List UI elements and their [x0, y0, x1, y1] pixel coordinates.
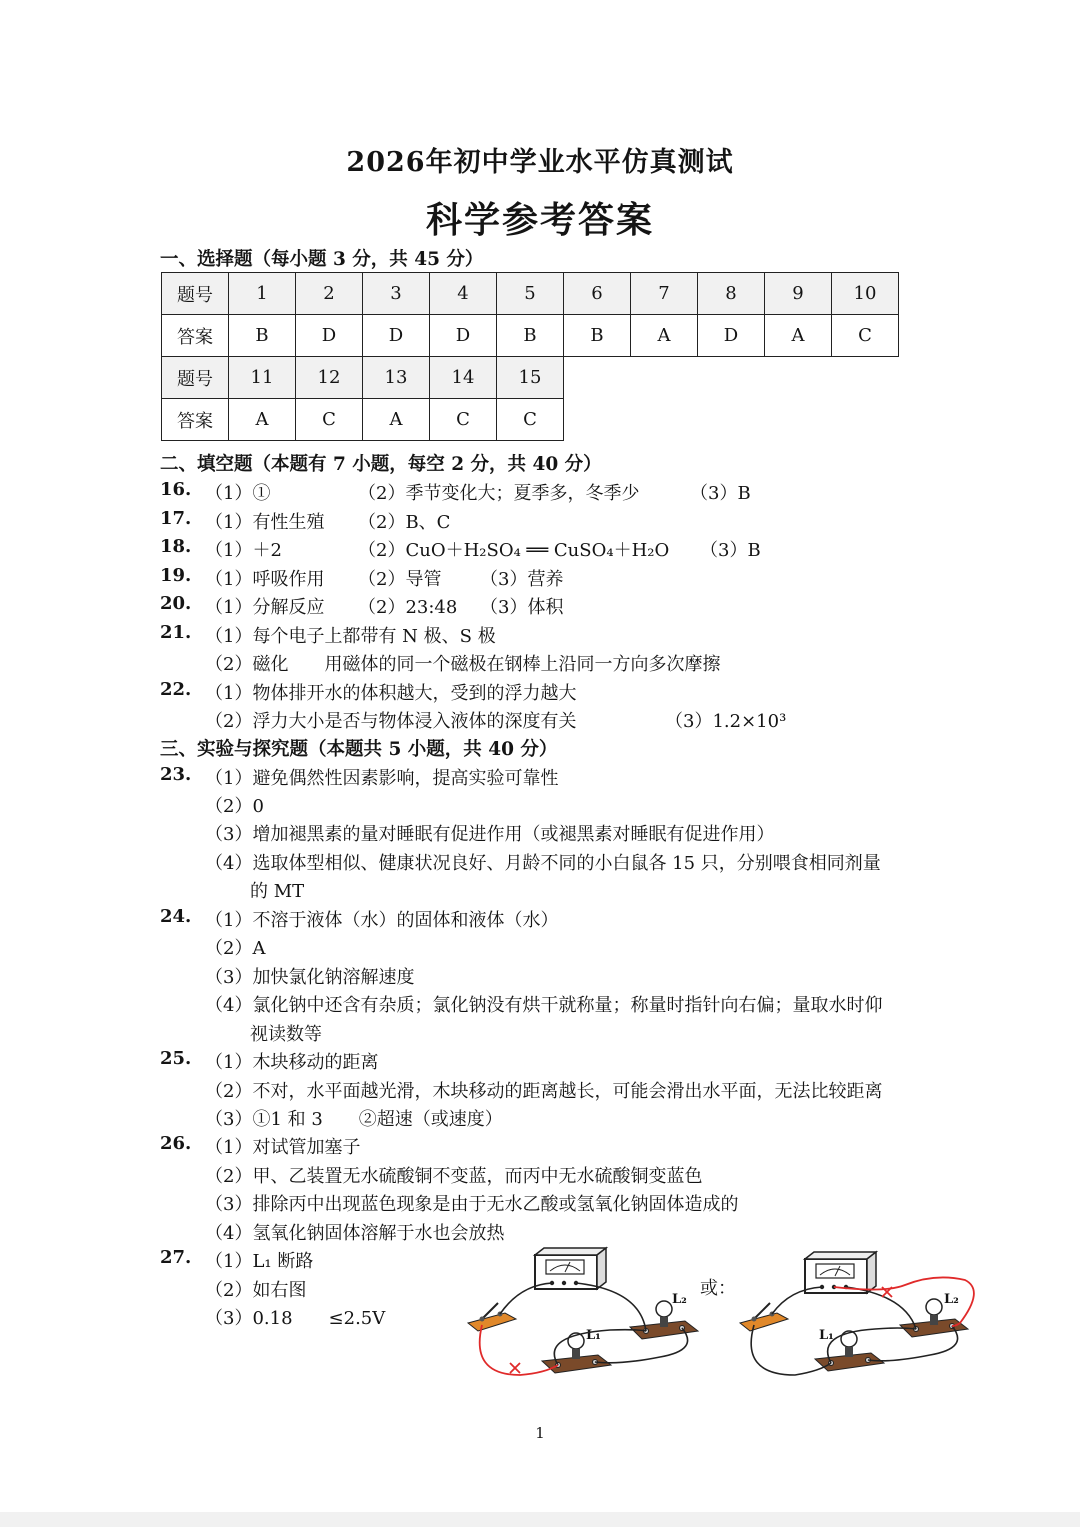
answer-text: （3）体积 [480, 597, 564, 618]
answer-text: （3）1.2×10³ [665, 711, 787, 732]
answer-cell: A [229, 399, 296, 441]
answer-cell: C [497, 399, 564, 441]
answer-text: （3）营养 [480, 569, 564, 590]
question-number: 14 [430, 357, 497, 399]
answer-text: （2）23:48 [358, 597, 458, 618]
section-3-title: 三、实验与探究题（本题共 5 小题，共 40 分） [160, 739, 558, 760]
row-label-answer: 答案 [162, 315, 229, 357]
answer-cell: B [564, 315, 631, 357]
answer-cell: C [296, 399, 363, 441]
question-number-label: 27. [160, 1247, 192, 1268]
question-number: 1 [229, 273, 296, 315]
answer-text: （1）每个电子上都带有 N 极、S 极 [205, 626, 496, 647]
answer-text: （1）① [205, 483, 271, 504]
question-number: 9 [765, 273, 832, 315]
exam-title: 2026年初中学业水平仿真测试 [346, 147, 734, 178]
page-number: 1 [535, 1424, 545, 1442]
answer-cell: D [698, 315, 765, 357]
answer-text: （3）B [700, 540, 761, 561]
answer-text: （2）A [205, 938, 266, 959]
lamp-l2-icon [630, 1301, 698, 1339]
question-number: 5 [497, 273, 564, 315]
answer-text: （1）避免偶然性因素影响，提高实验可靠性 [205, 768, 559, 789]
circuit-diagram-1 [468, 1248, 698, 1375]
answer-cell: D [296, 315, 363, 357]
question-number-label: 22. [160, 679, 192, 700]
answer-text: （3）0.18 ≤2.5V [205, 1308, 386, 1329]
answer-text: 视读数等 [250, 1024, 322, 1045]
lamp-l1-label: L₁ [586, 1328, 601, 1343]
answer-text: （2）B、C [358, 512, 451, 533]
answer-text: （2）甲、乙装置无水硫酸铜不变蓝，而丙中无水硫酸铜变蓝色 [205, 1166, 703, 1187]
row-label-question: 题号 [162, 273, 229, 315]
section-2-title: 二、填空题（本题有 7 小题，每空 2 分，共 40 分） [160, 454, 602, 475]
answer-text: （4）氢氧化钠固体溶解于水也会放热 [205, 1223, 505, 1244]
answer-cell: A [363, 399, 430, 441]
question-number-label: 18. [160, 536, 192, 557]
question-number: 10 [832, 273, 899, 315]
question-number-label: 16. [160, 479, 192, 500]
answer-text: （1）L₁ 断路 [205, 1251, 314, 1272]
question-number: 4 [430, 273, 497, 315]
question-number: 12 [296, 357, 363, 399]
section-1-title: 一、选择题（每小题 3 分，共 45 分） [160, 249, 484, 270]
switch-icon [740, 1303, 788, 1331]
question-number: 11 [229, 357, 296, 399]
answer-text: （1）＋2 [205, 540, 282, 561]
answer-text: （2）0 [205, 796, 264, 817]
answer-cell: C [832, 315, 899, 357]
lamp-l2-label: L₂ [672, 1292, 687, 1307]
table-row [162, 315, 899, 357]
lamp-l2-label: L₂ [944, 1292, 959, 1307]
answer-key-title: 科学参考答案 [425, 199, 654, 241]
question-number: 2 [296, 273, 363, 315]
answer-text: （1）有性生殖 [205, 512, 325, 533]
answer-cell: A [765, 315, 832, 357]
question-number: 6 [564, 273, 631, 315]
answer-text: （1）物体排开水的体积越大，受到的浮力越大 [205, 683, 577, 704]
answer-text: （4）选取体型相似、健康状况良好、月龄不同的小白鼠各 15 只，分别喂食相同剂量 [205, 853, 881, 874]
answer-text: （3）①1 和 3 ②超速（或速度） [205, 1109, 503, 1130]
question-number-label: 17. [160, 508, 192, 529]
table-row [162, 357, 899, 399]
question-number-label: 20. [160, 593, 192, 614]
row-label-answer: 答案 [162, 399, 229, 441]
answer-text: （1）木块移动的距离 [205, 1052, 379, 1073]
table-row [162, 273, 899, 315]
answer-cell: B [229, 315, 296, 357]
answer-text: （2）浮力大小是否与物体浸入液体的深度有关 [205, 711, 577, 732]
answer-text: （3）加快氯化钠溶解速度 [205, 967, 415, 988]
answer-cell: D [430, 315, 497, 357]
question-number: 8 [698, 273, 765, 315]
answer-cell: D [363, 315, 430, 357]
answer-text: （2）CuO＋H₂SO₄ ══ CuSO₄＋H₂O [358, 540, 670, 561]
question-number: 15 [497, 357, 564, 399]
question-number: 3 [363, 273, 430, 315]
circuit-diagrams [460, 1245, 990, 1395]
switch-icon [468, 1303, 516, 1331]
answer-text: （1）分解反应 [205, 597, 325, 618]
bottom-edge [0, 1512, 1080, 1527]
question-number: 13 [363, 357, 430, 399]
answer-text: （2）季节变化大；夏季多，冬季少 [358, 483, 640, 504]
answer-text: （2）如右图 [205, 1280, 307, 1301]
question-number-label: 26. [160, 1133, 192, 1154]
lamp-l1-label: L₁ [819, 1328, 834, 1343]
answer-table [161, 272, 899, 441]
answer-text: （1）呼吸作用 [205, 569, 325, 590]
answer-text: （3）增加褪黑素的量对睡眠有促进作用（或褪黑素对睡眠有促进作用） [205, 824, 775, 845]
answer-text: （4）氯化钠中还含有杂质；氯化钠没有烘干就称量；称量时指针向右偏；量取水时仰 [205, 995, 883, 1016]
table-row [162, 399, 899, 441]
answer-text: （2）不对，水平面越光滑，木块移动的距离越长，可能会滑出水平面，无法比较距离 [205, 1081, 883, 1102]
answer-text: （3）排除丙中出现蓝色现象是由于无水乙酸或氢氧化钠固体造成的 [205, 1194, 739, 1215]
answer-cell: C [430, 399, 497, 441]
answer-cell: B [497, 315, 564, 357]
answer-text: （1）对试管加塞子 [205, 1137, 361, 1158]
question-number-label: 21. [160, 622, 192, 643]
row-label-question: 题号 [162, 357, 229, 399]
meter-icon [535, 1248, 606, 1289]
circuit-diagram-2 [740, 1252, 974, 1375]
question-number-label: 24. [160, 906, 192, 927]
answer-text: （1）不溶于液体（水）的固体和液体（水） [205, 910, 559, 931]
question-number: 7 [631, 273, 698, 315]
question-number-label: 19. [160, 565, 192, 586]
question-number-label: 25. [160, 1048, 192, 1069]
answer-text: （3）B [690, 483, 751, 504]
question-number-label: 23. [160, 764, 192, 785]
answer-text: （2）磁化 用磁体的同一个磁极在钢棒上沿同一方向多次摩擦 [205, 654, 721, 675]
answer-text: （2）导管 [358, 569, 442, 590]
answer-text: 的 MT [250, 881, 305, 902]
answer-cell: A [631, 315, 698, 357]
or-label: 或： [700, 1278, 736, 1299]
